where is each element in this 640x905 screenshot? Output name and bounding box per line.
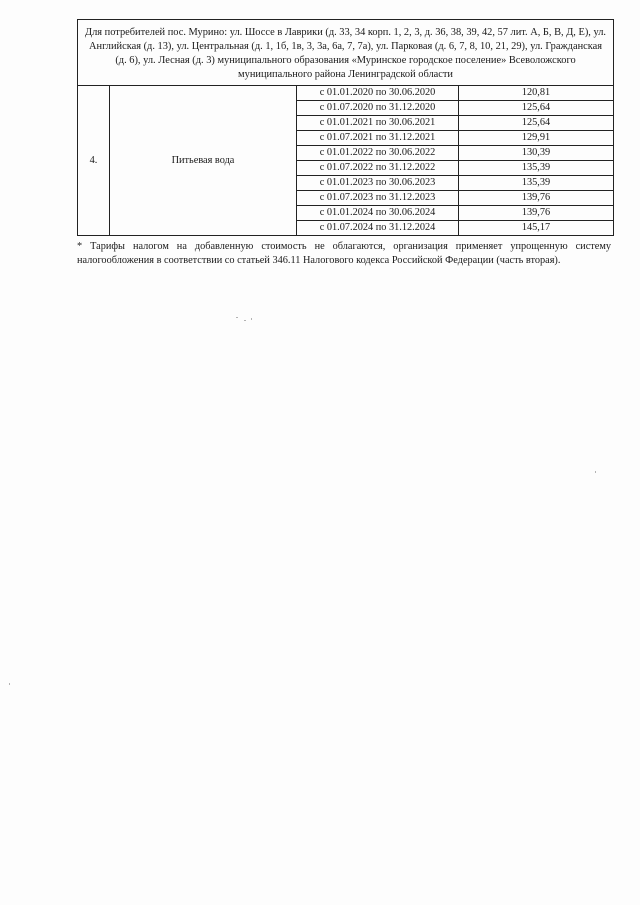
tariff-value: 139,76 bbox=[459, 191, 614, 206]
tariff-value: 135,39 bbox=[459, 161, 614, 176]
table-header-row bbox=[78, 20, 614, 86]
scan-speck bbox=[251, 318, 252, 320]
scan-speck bbox=[236, 317, 238, 318]
consumers-description: Для потребителей пос. Мурино: ул. Шоссе в Лаврики (д. 33, 34 корп. 1, 2, 3, д. 36, 38, 39, 42, 57 лит. А, Б, В, Д, Е), ул. Английская (д. 13), ул. Центральная (д. 1, 1б, 1в, 3, 3а, 6а, 7, 7а), ул. Парковая (д. 6, 7, 8, 10, 21, 29), ул. Гражданская (д. 6), ул. Лесная (д. 3) муниципального образования «Муринское городское поселение» Всеволожского муниципального района Ленинградской области bbox=[78, 20, 614, 86]
scan-speck bbox=[244, 320, 246, 321]
tariff-period: с 01.01.2023 по 30.06.2023 bbox=[297, 176, 459, 191]
tariff-value: 130,39 bbox=[459, 146, 614, 161]
tariff-period: с 01.07.2023 по 31.12.2023 bbox=[297, 191, 459, 206]
row-number: 4. bbox=[78, 86, 110, 236]
tariff-period: с 01.01.2020 по 30.06.2020 bbox=[297, 86, 459, 101]
tariff-value: 135,39 bbox=[459, 176, 614, 191]
tariff-value: 125,64 bbox=[459, 116, 614, 131]
tariff-table bbox=[77, 19, 614, 236]
tariff-period: с 01.01.2024 по 30.06.2024 bbox=[297, 206, 459, 221]
tariff-value: 145,17 bbox=[459, 221, 614, 236]
tariff-value: 129,91 bbox=[459, 131, 614, 146]
service-name: Питьевая вода bbox=[110, 86, 297, 236]
scan-speck bbox=[595, 471, 596, 473]
tariff-period: с 01.01.2022 по 30.06.2022 bbox=[297, 146, 459, 161]
table-row bbox=[78, 86, 614, 101]
tariff-period: с 01.07.2021 по 31.12.2021 bbox=[297, 131, 459, 146]
tariff-value: 139,76 bbox=[459, 206, 614, 221]
tariff-period: с 01.07.2024 по 31.12.2024 bbox=[297, 221, 459, 236]
tariff-period: с 01.01.2021 по 30.06.2021 bbox=[297, 116, 459, 131]
tariff-value: 125,64 bbox=[459, 101, 614, 116]
tariff-period: с 01.07.2022 по 31.12.2022 bbox=[297, 161, 459, 176]
scan-speck bbox=[9, 683, 10, 685]
tariff-period: с 01.07.2020 по 31.12.2020 bbox=[297, 101, 459, 116]
tariff-value: 120,81 bbox=[459, 86, 614, 101]
tax-footnote: * Тарифы налогом на добавленную стоимость не облагаются, организация применяет упрощенную систему налогообложения в соответствии со статьей 346.11 Налогового кодекса Российской Федерации (часть вторая). bbox=[77, 241, 611, 266]
